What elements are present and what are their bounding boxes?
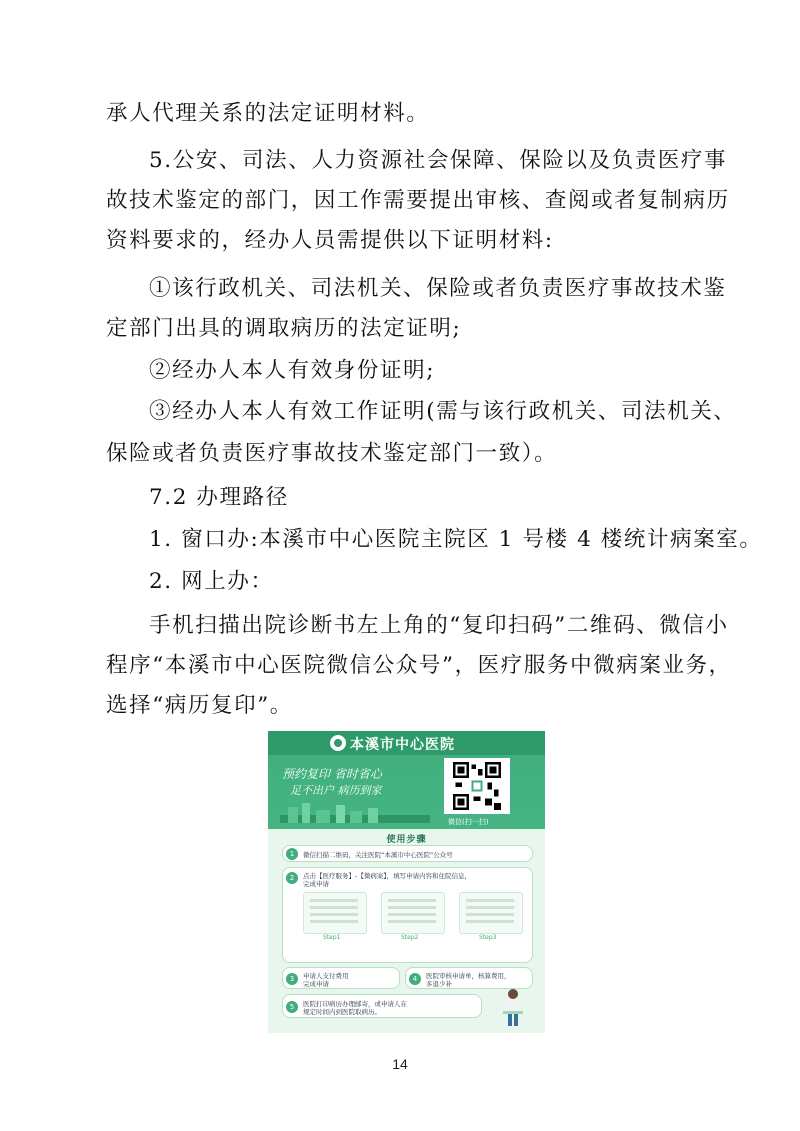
step-number: 1: [286, 848, 298, 860]
paragraph-line: 5.公安、司法、人力资源社会保障、保险以及负责医疗事: [149, 148, 728, 173]
poster-slogan: 预约复印 省时省心: [282, 767, 382, 781]
step-card: [282, 994, 482, 1018]
step-text: 完成申请: [303, 880, 329, 888]
step-label: Step1: [323, 934, 341, 941]
paragraph-line: 资料要求的，经办人员需提供以下证明材料:: [106, 228, 554, 253]
step-text: 多退少补: [426, 980, 452, 988]
paragraph-line: 程序“本溪市中心医院微信公众号”，医疗服务中微病案业务，: [106, 653, 732, 678]
paragraph-line: 选择“病历复印”。: [106, 693, 293, 718]
step-card: [282, 845, 533, 862]
city-skyline-icon: [280, 801, 430, 823]
paragraph-line: 保险或者负责医疗事故技术鉴定部门一致）。: [106, 441, 558, 466]
step-text: 申请人支付费用: [303, 972, 349, 980]
paragraph-line: ③经办人本人有效工作证明(需与该行政机关、司法机关、: [149, 399, 737, 424]
step-text: 医院审核申请单，核算费用，: [426, 972, 511, 980]
step-number: 5: [286, 1001, 298, 1013]
poster-slogan: 足不出户 病历到家: [290, 784, 382, 797]
paragraph-line: 故技术鉴定的部门，因工作需要提出审核、查阅或者复制病历: [106, 188, 730, 213]
step-text: 点击【医疗服务】-【微病案】，填写申请内容和住院信息，: [303, 872, 472, 880]
step-card: [405, 967, 533, 989]
paragraph-line: 手机扫描出院诊断书左上角的“复印扫码”二维码、微信小: [149, 613, 729, 638]
qr-code-icon: [444, 758, 510, 814]
paragraph-line: 定部门出具的调取病历的法定证明;: [106, 316, 462, 341]
service-poster-image: [268, 731, 545, 1033]
qr-caption: 微信(扫一扫): [448, 818, 489, 826]
step-text: 医院打印病历办理邮寄，或申请人在: [303, 1000, 407, 1008]
step-text: 规定时间内到医院取病历。: [303, 1008, 381, 1016]
poster-hospital-name: 本溪市中心医院: [350, 737, 455, 753]
person-with-laptop-icon: [500, 987, 526, 1027]
step-card: [282, 967, 400, 989]
hospital-logo-icon: [330, 735, 346, 751]
step-label: Step2: [401, 934, 419, 941]
phone-screenshot: [459, 892, 523, 934]
paragraph-line: 1. 窗口办:本溪市中心医院主院区 1 号楼 4 楼统计病案室。: [149, 527, 763, 552]
page-number: 14: [392, 1056, 408, 1072]
step-number: 3: [286, 973, 298, 985]
step-text: 微信扫描二维码，关注医院“本溪市中心医院”公众号: [303, 851, 453, 859]
step-number: 4: [409, 973, 421, 985]
section-heading: 7.2 办理路径: [149, 485, 289, 510]
paragraph-line: 2. 网上办：: [149, 569, 274, 594]
phone-screenshot: [303, 892, 367, 934]
step-label: Step3: [479, 934, 497, 941]
step-number: 2: [286, 872, 298, 884]
phone-screenshot: [381, 892, 445, 934]
paragraph-line: 承人代理关系的法定证明材料。: [106, 101, 430, 126]
paragraph-line: ②经办人本人有效身份证明;: [149, 358, 436, 383]
step-card: [282, 867, 533, 963]
steps-title: 使用步骤: [386, 835, 427, 845]
step-text: 完成申请: [303, 980, 329, 988]
paragraph-line: ①该行政机关、司法机关、保险或者负责医疗事故技术鉴: [149, 276, 727, 301]
